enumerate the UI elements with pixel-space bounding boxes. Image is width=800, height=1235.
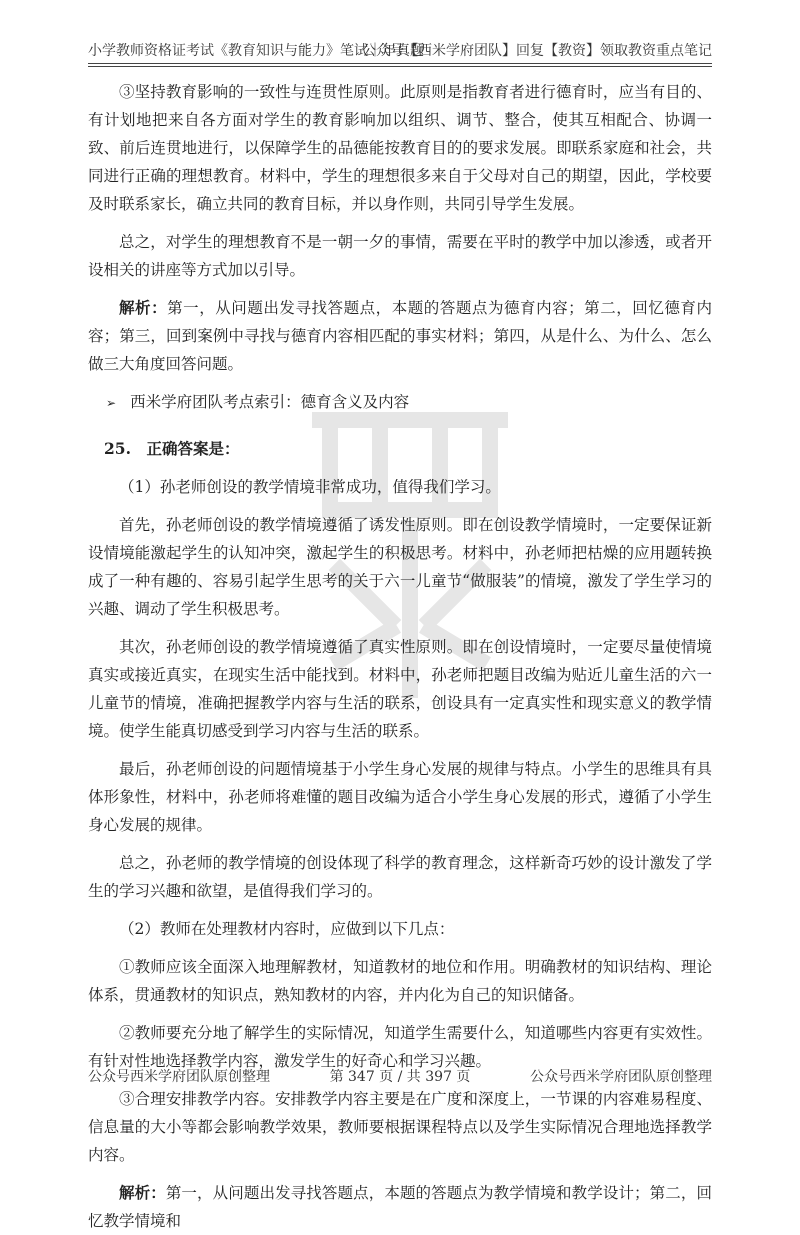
arrow-bullet-icon: ➢ [106,396,117,410]
paragraph-item-2: ②教师要充分地了解学生的实际情况，知道学生需要什么，知道哪些内容更有实效性。有针对性地选择教学内容，激发学生的好奇心和学习兴趣。 [88,1024,712,1070]
paragraph-answer-1: （1）孙老师创设的教学情境非常成功，值得我们学习。 [119,478,501,496]
analysis-label: 解析： [119,298,168,317]
paragraph-first-point: 首先，孙老师创设的教学情境遵循了诱发性原则。即在创设教学情境时，一定要保证新设情境能激起学生的认知冲突，激起学生的积极思考。材料中，孙老师把枯燥的应用题转换成了一种有趣的、容易引起学生思考的关于六一儿童节“做服装”的情境，激发了学生学习的兴趣、调动了学生积极思考。 [88,516,712,618]
header-left-title: 小学教师资格证考试《教育知识与能力》笔试｜年真题 [88,43,424,59]
footer-right: 公众号西米学府团队原创整理 [530,1069,712,1085]
paragraph-second-point: 其次，孙老师创设的教学情境遵循了真实性原则。即在创设情境时，一定要尽量使情境真实或接近真实，在现实生活中能找到。材料中，孙老师把题目改编为贴近儿童生活的六一儿童节的情境，准确把握教学内容与生活的联系，创设具有一定真实性和现实意义的教学情境。使学生能真切感受到学习内容与生活的联系。 [88,638,712,740]
document-body [88,78,712,1235]
paragraph-item-1: ①教师应该全面深入地理解教材，知道教材的地位和作用。明确教材的知识结构、理论体系，贯通教材的知识点，熟知教材的内容，并内化为自己的知识储备。 [88,958,712,1004]
footer-left: 公众号西米学府团队原创整理 [88,1069,270,1085]
question-25-heading: 25. 正确答案是： [104,439,240,458]
header-right-promo: 公众号【西米学府团队】回复【教资】领取教资重点笔记 [362,43,712,59]
paragraph-principle-3: ③坚持教育影响的一致性与连贯性原则。此原则是指教育者进行德育时，应当有目的、有计划地把来自各方面对学生的教育影响加以组织、调节、整合，使其互相配合、协调一致、前后连贯地进行，以保障学生的品德能按教育目的的要求发展。即联系家庭和社会，共同进行正确的理想教育。材料中，学生的理想很多来自于父母对自己的期望，因此，学校要及时联系家长，确立共同的教育目标，并以身作则，共同引导学生发展。 [88,83,712,213]
paragraph-answer-2: （2）教师在处理教材内容时，应做到以下几点： [119,920,455,938]
analysis-text-2: 第一，从问题出发寻找答题点，本题的答题点为教学情境和教学设计；第二，回忆教学情境和 [88,1184,712,1230]
paragraph-analysis-1 [88,294,712,378]
paragraph-analysis-2 [88,1179,712,1235]
paragraph-item-3: ③合理安排教学内容。安排教学内容主要是在广度和深度上，一节课的内容难易程度、信息量的大小等都会影响教学效果，教师要根据课程特点以及学生实际情况合理地选择教学内容。 [88,1090,712,1164]
paragraph-summary-1: 总之，对学生的理想教育不是一朝一夕的事情，需要在平时的教学中加以渗透，或者开设相关的讲座等方式加以引导。 [88,233,712,279]
paragraph-summary-2: 总之，孙老师的教学情境的创设体现了科学的教育理念，这样新奇巧妙的设计激发了学生的学习兴趣和欲望，是值得我们学习的。 [88,854,712,900]
page-number: 第 347 页 / 共 397 页 [329,1069,471,1085]
header-rule-thin [88,66,712,67]
index-text: 西米学府团队考点索引：德育含义及内容 [130,393,410,411]
bullet-index [106,388,712,417]
analysis-text: 第一，从问题出发寻找答题点，本题的答题点为德育内容；第二，回忆德育内容；第三，回到案例中寻找与德育内容相匹配的事实材料；第四，从是什么、为什么、怎么做三大角度回答问题。 [88,299,712,373]
page-header [88,38,712,60]
header-rule [88,63,712,64]
paragraph-third-point: 最后，孙老师创设的问题情境基于小学生身心发展的规律与特点。小学生的思维具有具体形象性，材料中，孙老师将难懂的题目改编为适合小学生身心发展的形式，遵循了小学生身心发展的规律。 [88,760,712,834]
analysis-label-2: 解析： [119,1183,166,1202]
